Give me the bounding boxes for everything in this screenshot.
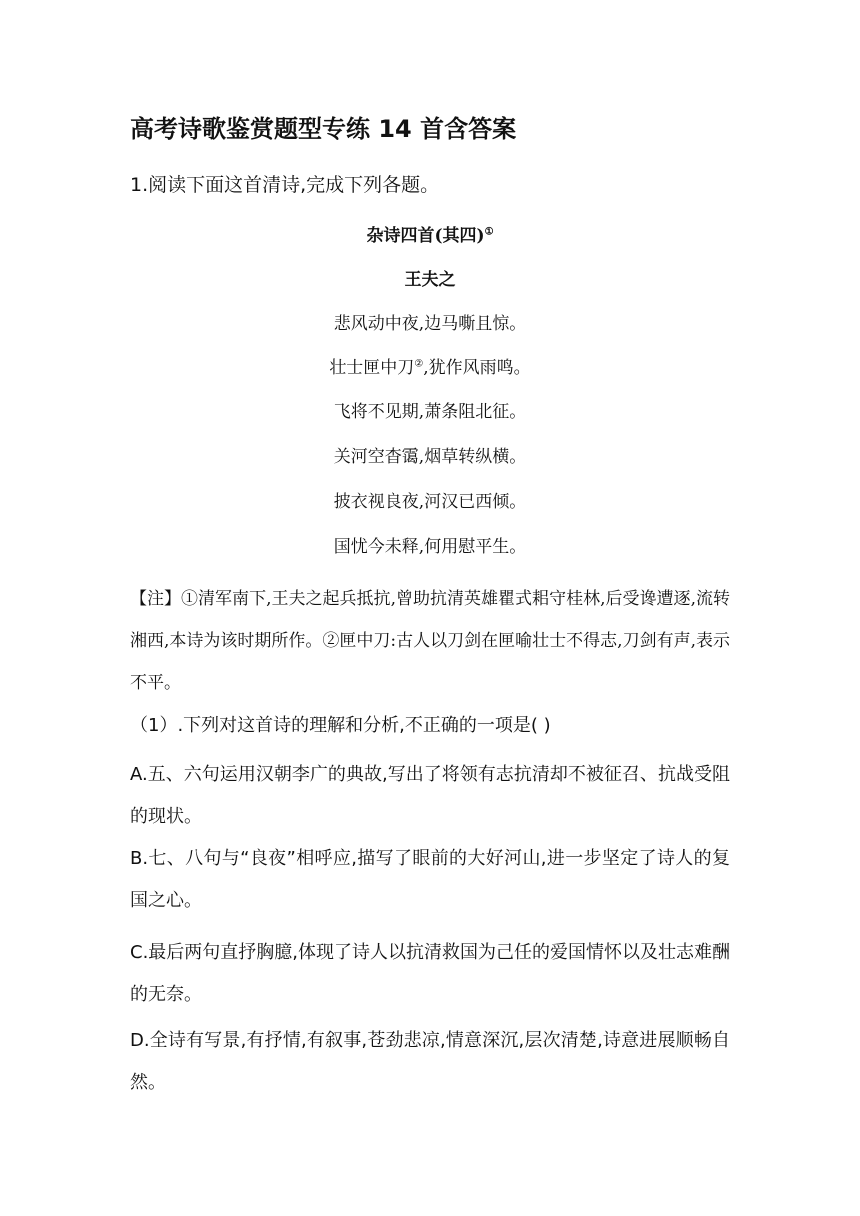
- poem-line-2-part-1: 壮士匣中刀: [329, 358, 415, 378]
- poem-line-1: 悲风动中夜,边马嘶且惊。: [333, 314, 527, 334]
- poem-title-footnote-marker: ①: [484, 226, 494, 238]
- question-intro: 1.阅读下面这首清诗,完成下列各题。: [130, 174, 440, 196]
- poem-author: 王夫之: [404, 270, 456, 290]
- poem-line-5: 披衣视良夜,河汉已西倾。: [333, 492, 527, 512]
- question-stem: （1）.下列对这首诗的理解和分析,不正确的一项是( ): [130, 715, 551, 736]
- option-d: D.全诗有写景,有抒情,有叙事,苍劲悲凉,情意深沉,层次清楚,诗意进展顺畅自然。: [130, 1030, 730, 1093]
- option-b: B.七、八句与“良夜”相呼应,描写了眼前的大好河山,进一步坚定了诗人的复国之心。: [130, 848, 730, 911]
- option-c: C.最后两句直抒胸臆,体现了诗人以抗清救国为己任的爱国情怀以及壮志难酬的无奈。: [130, 942, 731, 1005]
- option-a: A.五、六句运用汉朝李广的典故,写出了将领有志抗清却不被征召、抗战受阻的现状。: [130, 764, 730, 827]
- document-title: 高考诗歌鉴赏题型专练 14 首含答案: [130, 115, 517, 143]
- poem-footnotes: 【注】①清军南下,王夫之起兵抵抗,曾助抗清英雄瞿式耜守桂林,后受谗遭逐,流转湘西,本诗为该时期所作。②匣中刀:古人以刀剑在匣喻壮士不得志,刀剑有声,表示不平。: [130, 589, 730, 693]
- poem-title: [130, 222, 730, 250]
- poem-line-2: [130, 354, 730, 382]
- poem-line-2-footnote-marker: ②: [414, 358, 424, 370]
- poem-line-6: 国忧今未释,何用慰平生。: [333, 537, 527, 557]
- poem-line-2-part-2: ,犹作风雨鸣。: [423, 358, 531, 378]
- poem-line-3: 飞将不见期,萧条阻北征。: [333, 402, 527, 422]
- poem-title-text: 杂诗四首(其四): [366, 226, 485, 246]
- poem-line-4: 关河空杳霭,烟草转纵横。: [333, 447, 527, 467]
